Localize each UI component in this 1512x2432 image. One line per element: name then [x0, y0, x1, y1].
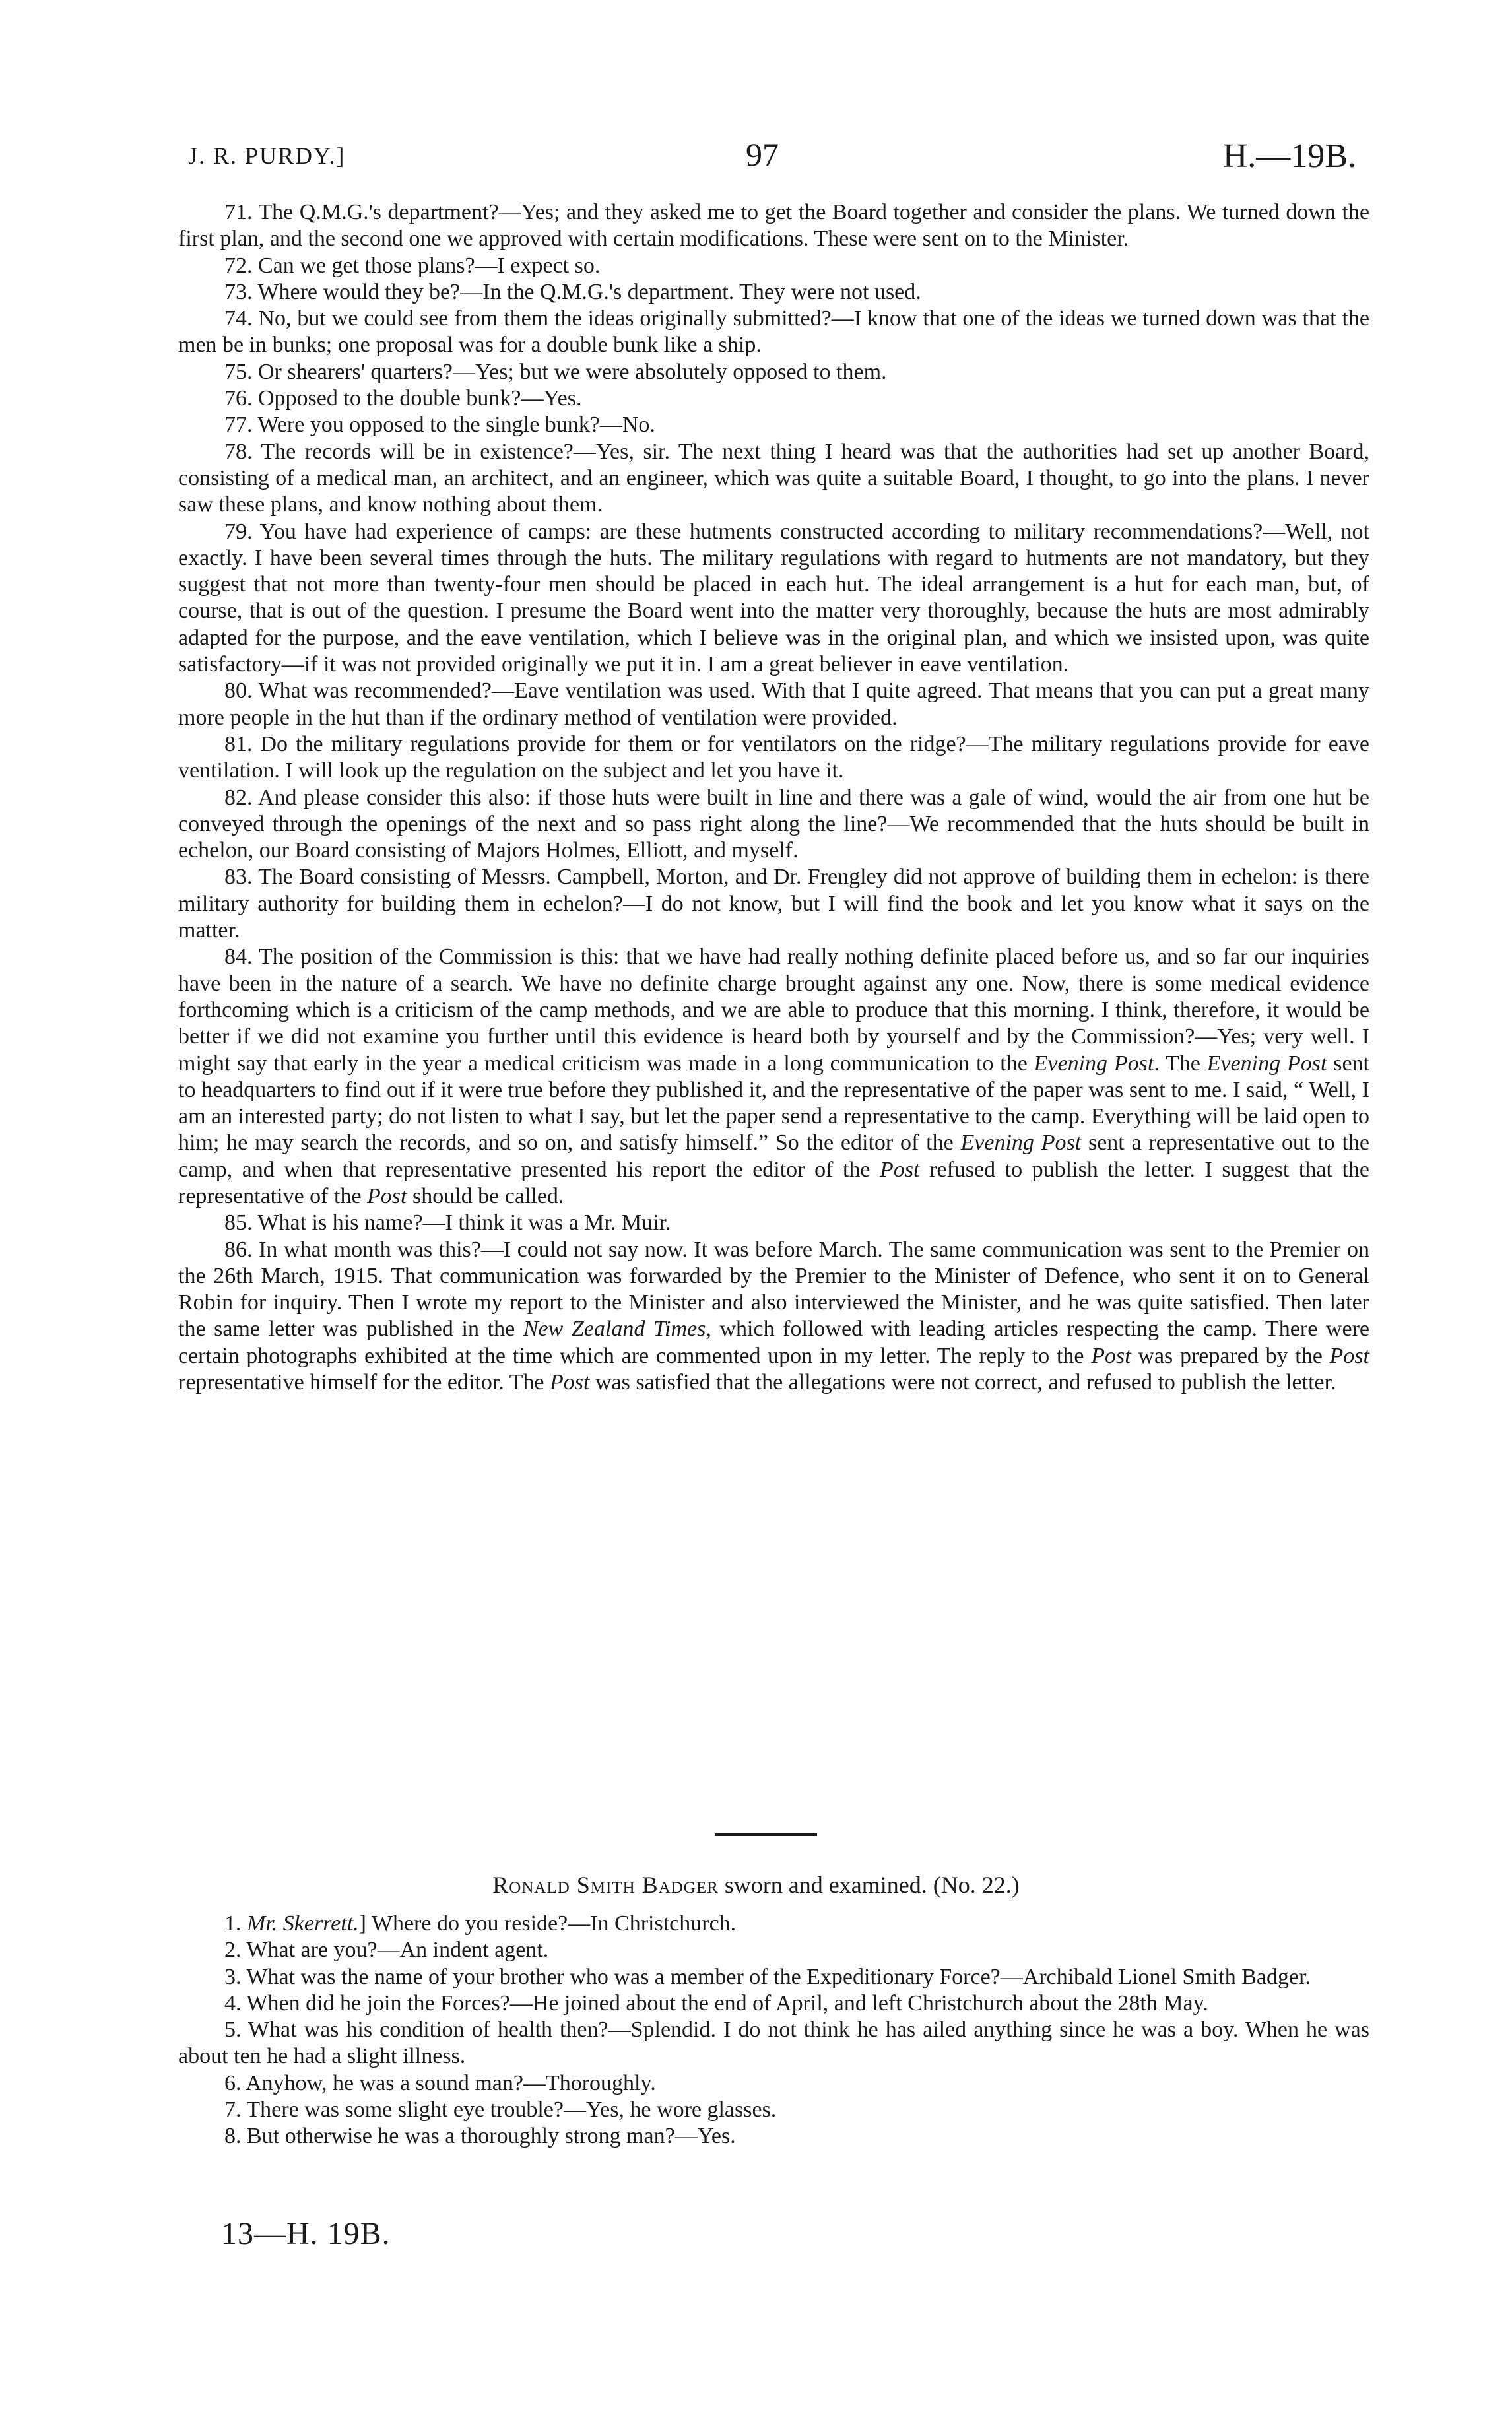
question-answer-paragraph: 85. What is his name?—I think it was a Mr. Muir.: [224, 1210, 671, 1235]
witness-question-paragraph: 7. There was some slight eye trouble?—Yes, he wore glasses.: [224, 2097, 777, 2122]
witness-heading: [0, 1871, 1512, 1899]
page-header: [168, 135, 1356, 181]
witness-question-paragraph: 5. What was his condition of health then?—Splendid. I do not think he has ailed anything since he was a boy. When he was about ten he had a slight illness.: [178, 2018, 1369, 2069]
question-answer-paragraph: 86. In what month was this?—I could not say now. It was before March. The same communication was sent to the Premier on the 26th March, 1915. That communication was forwarded by the Premier to the Minister of Defence, who sent it on to General Robin for inquiry. Then I wrote my report to the Minister and also interviewed the Minister, and he was quite satisfied. Then later the same letter was published in the New Zealand Times, which followed with leading articles respecting the camp. There were certain photographs exhibited at the time which are commented upon in my letter. The reply to the Post was prepared by the Post representative himself for the editor. The Post was satisfied that the allegations were not correct, and refused to publish the letter.: [178, 1237, 1369, 1395]
document-reference: H.—19B.: [1222, 137, 1356, 175]
witness-question-paragraph: 1. Mr. Skerrett.] Where do you reside?—In Christchurch.: [224, 1911, 737, 1936]
question-answer-paragraph: 73. Where would they be?—In the Q.M.G.'s department. They were not used.: [224, 279, 921, 304]
question-answer-paragraph: 82. And please consider this also: if those huts were built in line and there was a gale of wind, would the air from one hut be conveyed through the openings of the next and so pass right along the line?—We recommended that the huts should be built in echelon, our Board consisting of Majors Holmes, Elliott, and myself.: [178, 785, 1369, 863]
witness-heading-rest: sworn and examined. (No. 22.): [718, 1872, 1020, 1898]
witness-name: Ronald Smith Badger: [492, 1872, 719, 1898]
testimony-body: [178, 199, 1369, 1396]
question-answer-paragraph: 71. The Q.M.G.'s department?—Yes; and they asked me to get the Board together and consider the plans. We turned down the first plan, and the second one we approved with certain modifications. These were sent on to the Minister.: [178, 200, 1369, 251]
question-answer-paragraph: 75. Or shearers' quarters?—Yes; but we were absolutely opposed to them.: [224, 359, 887, 384]
witness-question-paragraph: 4. When did he join the Forces?—He joined about the end of April, and left Christchurch about the 28th May.: [224, 1990, 1208, 2016]
witness-testimony: [178, 1911, 1369, 2150]
question-answer-paragraph: 74. No, but we could see from them the ideas originally submitted?—I know that one of the ideas we turned down was that the men be in bunks; one proposal was for a double bunk like a ship.: [178, 306, 1369, 358]
page-footer-signature: 13—H. 19B.: [221, 2216, 391, 2251]
question-answer-paragraph: 84. The position of the Commission is this: that we have had really nothing definite placed before us, and so far our inquiries have been in the nature of a search. We have no definite charge brought against any one. Now, there is some medical evidence forthcoming which is a criticism of the camp methods, and we are able to produce that this morning. I think, therefore, it would be better if we did not examine you further until this evidence is heard both by yourself and by the Commission?—Yes; very well. I might say that early in the year a medical criticism was made in a long communication to the Evening Post. The Evening Post sent to headquarters to find out if it were true before they published it, and the representative of the paper was sent to me. I said, “ Well, I am an interested party; do not listen to what I say, but let the paper send a representative to the camp. Everything will be laid open to him; he may search the records, and so on, and satisfy himself.” So the editor of the Evening Post sent a representative out to the camp, and when that representative presented his report the editor of the Post refused to publish the letter. I suggest that the representative of the Post should be called.: [178, 944, 1369, 1208]
question-answer-paragraph: 81. Do the military regulations provide for them or for ventilators on the ridge?—The military regulations provide for eave ventilation. I will look up the regulation on the subject and let you have it.: [178, 731, 1369, 783]
question-answer-paragraph: 76. Opposed to the double bunk?—Yes.: [224, 386, 582, 411]
question-answer-paragraph: 72. Can we get those plans?—I expect so.: [224, 253, 601, 278]
question-answer-paragraph: 83. The Board consisting of Messrs. Campbell, Morton, and Dr. Frengley did not approve of building them in echelon: is there military authority for building them in echelon?—I do not know, but I will find the book and let you know what it says on the matter.: [178, 865, 1369, 943]
witness-question-paragraph: 2. What are you?—An indent agent.: [224, 1938, 549, 1963]
witness-question-paragraph: 3. What was the name of your brother who was a member of the Expeditionary Force?—Archibald Lionel Smith Badger.: [224, 1964, 1311, 1989]
page-number: 97: [746, 136, 779, 173]
witness-question-paragraph: 8. But otherwise he was a thoroughly strong man?—Yes.: [224, 2124, 736, 2149]
question-answer-paragraph: 78. The records will be in existence?—Yes, sir. The next thing I heard was that the authorities had set up another Board, consisting of a medical man, an architect, and an engineer, which was quite a suitable Board, I thought, to go into the plans. I never saw these plans, and know nothing about them.: [178, 439, 1369, 517]
question-answer-paragraph: 79. You have had experience of camps: are these hutments constructed according to military recommendations?—Well, not exactly. I have been several times through the huts. The military regulations with regard to hutments are not mandatory, but they suggest that not more than twenty-four men should be placed in each hut. The ideal arrangement is a hut for each man, but, of course, that is out of the question. I presume the Board went into the matter very thoroughly, because the huts are most admirably adapted for the purpose, and the eave ventilation, which I believe was in the original plan, and which we insisted upon, was quite satisfactory—if it was not provided originally we put it in. I am a great believer in eave ventilation.: [178, 519, 1369, 677]
witness-question-paragraph: 6. Anyhow, he was a sound man?—Thoroughly.: [224, 2070, 656, 2095]
question-answer-paragraph: 80. What was recommended?—Eave ventilation was used. With that I quite agreed. That means that you can put a great many more people in the hut than if the ordinary method of ventilation were provided.: [178, 678, 1369, 730]
question-answer-paragraph: 77. Were you opposed to the single bunk?—No.: [224, 412, 655, 438]
section-divider: [715, 1833, 817, 1836]
header-witness-name: J. R. PURDY.]: [188, 143, 346, 169]
